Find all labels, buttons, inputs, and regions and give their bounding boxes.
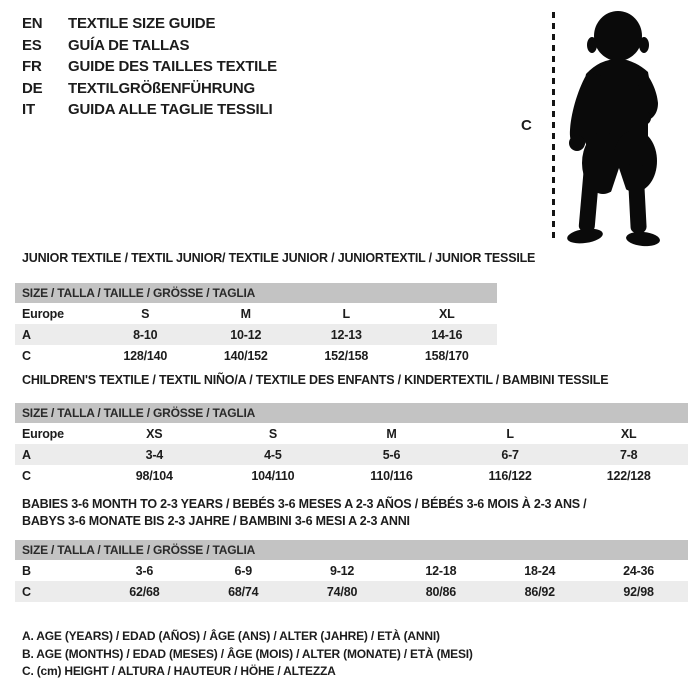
row-label: C (22, 468, 31, 483)
age-cell: 8-10 (95, 324, 196, 345)
legend-line-b: B. AGE (MONTHS) / EDAD (MESES) / ÂGE (MOIS) / ALTER (MONATE) / ETÀ (MESI) (22, 646, 473, 661)
row-label: C (22, 348, 31, 363)
table-row-height (15, 581, 688, 602)
height-cell: 80/86 (391, 581, 490, 602)
row-label: Europe (22, 306, 64, 321)
size-cell: XS (146, 426, 163, 441)
language-code: DE (22, 79, 43, 97)
table-row-europe (15, 303, 497, 324)
age-cell: 4-5 (214, 444, 333, 465)
size-cell: XL (438, 306, 455, 321)
height-cell: 140/152 (223, 348, 268, 363)
age-cell: 5-6 (332, 444, 451, 465)
height-cell: 104/110 (251, 468, 295, 483)
height-cell: 128/140 (123, 348, 168, 363)
language-row-fr (22, 56, 277, 78)
table-header-row (15, 403, 688, 423)
language-row-it (22, 99, 277, 121)
height-dashed-line (552, 12, 555, 243)
months-cell: 18-24 (524, 563, 556, 578)
babies-title-line2: BABYS 3-6 MONATE BIS 2-3 JAHRE / BAMBINI 3-6 MESI A 2-3 ANNI (22, 514, 410, 528)
table-row-europe (15, 423, 688, 444)
months-cell: 3-6 (135, 563, 154, 578)
size-cell: XL (620, 426, 637, 441)
legend (22, 628, 473, 681)
height-cell: 92/98 (589, 581, 688, 602)
age-cell: 10-12 (196, 324, 297, 345)
height-cell: 116/122 (488, 468, 532, 483)
language-label: GUÍA DE TALLAS (68, 36, 190, 54)
junior-size-table (15, 283, 497, 366)
language-code: IT (22, 101, 35, 118)
height-cell: 62/68 (95, 581, 194, 602)
language-label: GUIDA ALLE TAGLIE TESSILI (68, 101, 273, 118)
language-list (22, 13, 277, 121)
size-cell: S (141, 306, 150, 321)
language-row-de (22, 78, 277, 100)
babies-title-line1: BABIES 3-6 MONTH TO 2-3 YEARS / BEBÉS 3-6 MESES A 2-3 AÑOS / BÉBÉS 3-6 MOIS À 2-3 ANS / (22, 497, 587, 511)
height-measure-label: C (521, 117, 532, 134)
babies-size-table (15, 540, 688, 602)
table-row-age (15, 444, 688, 465)
row-label: A (15, 324, 95, 345)
months-cell: 24-36 (623, 563, 655, 578)
row-label: A (15, 444, 95, 465)
months-cell: 6-9 (234, 563, 252, 578)
height-cell: 110/116 (370, 468, 413, 483)
language-row-en (22, 13, 277, 35)
legend-line-a: A. AGE (YEARS) / EDAD (AÑOS) / ÂGE (ANS) / ALTER (JAHRE) / ETÀ (ANNI) (22, 629, 440, 643)
size-header-cell: SIZE / TALLA / TAILLE / GRÖSSE / TAGLIA (15, 540, 688, 560)
table-row-height (15, 465, 688, 486)
age-cell: 7-8 (569, 444, 688, 465)
height-cell: 158/170 (424, 348, 469, 363)
size-cell: L (342, 306, 350, 321)
row-label: B (22, 563, 31, 578)
language-code: ES (22, 36, 42, 54)
table-header-row (15, 540, 688, 560)
height-cell: 98/104 (135, 468, 173, 483)
table-header-row (15, 283, 497, 303)
children-section-title: CHILDREN'S TEXTILE / TEXTIL NIÑO/A / TEXTILE DES ENFANTS / KINDERTEXTIL / BAMBINI TESSILE (22, 373, 609, 387)
language-label: TEXTILE SIZE GUIDE (68, 15, 216, 32)
table-row-age (15, 324, 497, 345)
language-row-es (22, 35, 277, 57)
age-cell: 14-16 (397, 324, 498, 345)
size-cell: L (506, 426, 514, 441)
age-cell: 3-4 (95, 444, 214, 465)
table-row-height (15, 345, 497, 366)
size-cell: M (240, 306, 251, 321)
months-cell: 12-18 (425, 563, 457, 578)
babies-section-title (22, 496, 586, 530)
size-header-cell: SIZE / TALLA / TAILLE / GRÖSSE / TAGLIA (15, 283, 497, 303)
age-cell: 6-7 (451, 444, 570, 465)
size-header-cell: SIZE / TALLA / TAILLE / GRÖSSE / TAGLIA (15, 403, 688, 423)
row-label: C (15, 581, 95, 602)
language-label: GUIDE DES TAILLES TEXTILE (68, 58, 277, 75)
size-cell: M (386, 426, 397, 441)
height-cell: 86/92 (490, 581, 589, 602)
height-cell: 68/74 (194, 581, 293, 602)
size-cell: S (268, 426, 277, 441)
height-cell: 122/128 (606, 468, 651, 483)
children-size-table (15, 403, 688, 486)
legend-line-c: C. (cm) HEIGHT / ALTURA / HAUTEUR / HÖHE / ALTEZZA (22, 664, 336, 678)
months-cell: 9-12 (329, 563, 355, 578)
toddler-silhouette (558, 8, 670, 248)
language-code: EN (22, 15, 43, 32)
height-cell: 74/80 (293, 581, 392, 602)
language-label: TEXTILGRÖßENFÜHRUNG (68, 79, 256, 97)
age-cell: 12-13 (296, 324, 397, 345)
table-row-months (15, 560, 688, 581)
language-code: FR (22, 58, 42, 75)
height-cell: 152/158 (324, 348, 369, 363)
row-label: Europe (22, 426, 64, 441)
junior-section-title: JUNIOR TEXTILE / TEXTIL JUNIOR/ TEXTILE JUNIOR / JUNIORTEXTIL / JUNIOR TESSILE (22, 251, 536, 265)
